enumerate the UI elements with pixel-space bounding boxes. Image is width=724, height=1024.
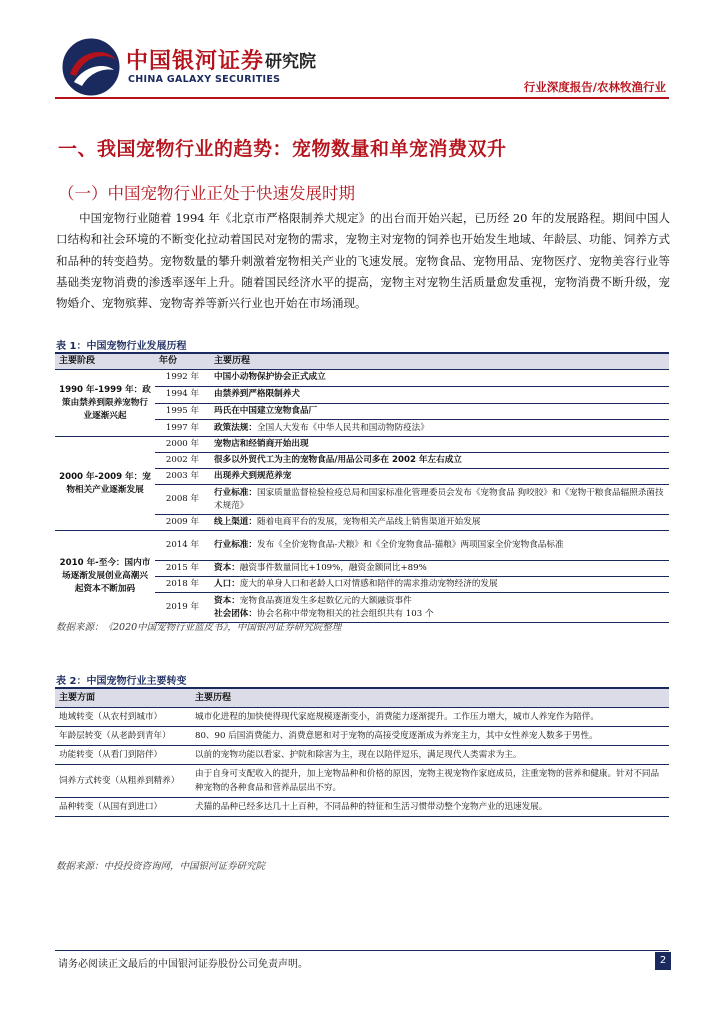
stage-cell: 2010 年-至今：国内市场逐渐发展创业高潮兴起资本不断加码	[55, 531, 155, 623]
history-cell: 80、90 后国消费能力、消费意愿和对于宠物的高接受度逐渐成为养宠主力，其中女性养宠人数多于男性。	[191, 727, 669, 746]
table-row	[55, 437, 669, 453]
history-cell: 以前的宠物功能以看家、护院和除害为主，现在以陪伴逗乐，满足现代人类需求为主。	[191, 746, 669, 765]
history-cell: 城市化进程的加快使得现代家庭规模逐渐变小，消费能力逐渐提升。工作压力增大，城市人养宠作为陪伴。	[191, 708, 669, 727]
table-row	[55, 798, 669, 817]
event-text: 全国人大发布《中华人民共和国动物防疫法》	[256, 422, 429, 433]
event-text: 融资事件数量同比+109%，融资金额同比+89%	[239, 563, 427, 573]
page-number: 2	[655, 952, 671, 970]
history-cell: 由于自身可支配收入的提升，加上宠物品种和价格的原因，宠物主视宠物作家庭成员，注重宠物的营养和健康。针对不同品种宠物的各种食品和营养品层出不穷。	[191, 765, 669, 798]
event-label: 资本：	[214, 563, 240, 573]
table-row	[55, 746, 669, 765]
event-cell	[210, 577, 669, 593]
event-text: 国家质量监督检验检疫总局和国家标准化管理委员会发布《宠物食品 狗咬胶》和《宠物干粮食品辐照杀菌技术规范》	[214, 487, 664, 511]
event-label: 线上渠道：	[214, 517, 257, 527]
footer-disclaimer: 请务必阅读正文最后的中国银河证券股份公司免责声明。	[58, 959, 308, 970]
event-cell: 宠物店和经销商开始出现	[210, 437, 669, 453]
table-row	[55, 531, 669, 561]
table2-source: 数据来源：中投投资咨询网，中国银河证券研究院	[56, 861, 266, 872]
company-logo	[60, 36, 320, 98]
event-cell: 很多以外贸代工为主的宠物食品/用品公司多在 2002 年左右成立	[210, 453, 669, 469]
stage-cell: 1990 年-1999 年：政策由禁养到限养宠物行业逐渐兴起	[55, 370, 155, 437]
table-header-row	[55, 353, 669, 370]
year-cell: 2018 年	[155, 577, 210, 593]
header-history: 主要历程	[191, 688, 669, 708]
header-year: 年份	[155, 353, 210, 370]
year-cell: 1992 年	[155, 370, 210, 387]
event-cell	[210, 485, 669, 515]
body-paragraph	[56, 208, 670, 314]
event-label: 社会团体：	[214, 608, 257, 619]
table2-caption: 表 2：中国宠物行业主要转变	[56, 676, 187, 687]
year-cell: 2000 年	[155, 437, 210, 453]
history-cell: 犬猫的品种已经多达几十上百种，不同品种的特征和生活习惯带动整个宠物产业的迅速发展。	[191, 798, 669, 817]
aspect-cell: 品种转变（从国有到进口）	[55, 798, 191, 817]
logo-chinese-name: 中国银河证券	[126, 49, 265, 74]
table-row	[55, 765, 669, 798]
table-header-row	[55, 688, 669, 708]
development-history-table	[55, 352, 669, 623]
aspect-cell: 功能转变（从看门到陪伴）	[55, 746, 191, 765]
event-cell	[210, 561, 669, 577]
table-row	[55, 370, 669, 387]
event-cell: 中国小动物保护协会正式成立	[210, 370, 669, 387]
report-type: 行业深度报告/农林牧渔行业	[523, 80, 666, 94]
event-cell	[210, 531, 669, 561]
event-cell: 玛氏在中国建立宠物食品厂	[210, 403, 669, 420]
aspect-cell: 地域转变（从农村到城市）	[55, 708, 191, 727]
year-cell: 2015 年	[155, 561, 210, 577]
header-history: 主要历程	[210, 353, 669, 370]
year-cell: 1997 年	[155, 420, 210, 437]
aspect-cell: 饲养方式转变（从粗养到精养）	[55, 765, 191, 798]
year-cell: 2003 年	[155, 469, 210, 485]
year-cell: 2014 年	[155, 531, 210, 561]
aspect-cell: 年龄层转变（从老龄到青年）	[55, 727, 191, 746]
logo-english-name: CHINA GALAXY SECURITIES	[128, 74, 281, 85]
event-cell: 由禁养到严格限制养犬	[210, 386, 669, 403]
event-label: 资本：	[214, 595, 240, 606]
table-row	[55, 727, 669, 746]
event-text: 庞大的单身人口和老龄人口对情感和陪伴的需求推动宠物经济的发展	[239, 579, 498, 589]
event-cell	[210, 420, 669, 437]
event-label: 政策法规：	[214, 422, 257, 433]
event-text: 随着电商平台的发展，宠物相关产品线上销售渠道开始发展	[256, 517, 481, 527]
event-cell	[210, 593, 669, 623]
year-cell: 2008 年	[155, 485, 210, 515]
event-label: 人口：	[214, 579, 240, 589]
event-label: 行业标准：	[214, 540, 257, 550]
paragraph-text: 中国宠物行业随着 1994 年《北京市严格限制养犬规定》的出台而开始兴起，已历经 20 年的发展路程。期间中国人口结构和社会环境的不断变化拉动着国民对宠物的需求，宠物主对宠物的饲养也开始发生地域、年龄层、功能、饲养方式和品种的转变趋势。宠物数量的攀升刺激着宠物相关产业的飞速发展。宠物食品、宠物用品、宠物医疗、宠物美容行业等基础类宠物消费的渗透率逐年上升。随着国民经济水平的提高，宠物主对宠物生活质量愈发重视，宠物消费不断升级，宠物婚介、宠物殡葬、宠物寄养等新兴行业也开始在市场涌现。	[56, 211, 670, 311]
event-label: 行业标准：	[214, 487, 257, 498]
industry-shift-table	[55, 687, 669, 817]
header-aspect: 主要方面	[55, 688, 191, 708]
year-cell: 2002 年	[155, 453, 210, 469]
galaxy-logo-icon	[60, 36, 122, 98]
event-text: 宠物食品赛道发生多起数亿元的大额融资事件	[239, 595, 412, 606]
year-cell: 1994 年	[155, 386, 210, 403]
year-cell: 2009 年	[155, 515, 210, 531]
subsection-title: （一）中国宠物行业正处于快速发展时期	[58, 184, 355, 203]
event-cell: 出现养犬到规范养宠	[210, 469, 669, 485]
year-cell: 1995 年	[155, 403, 210, 420]
table-row	[55, 708, 669, 727]
footer-divider	[55, 950, 669, 951]
event-cell	[210, 515, 669, 531]
header-stage: 主要阶段	[55, 353, 155, 370]
header-divider	[55, 97, 669, 99]
stage-cell: 2000 年-2009 年：宠物相关产业逐渐发展	[55, 437, 155, 531]
section-title: 一、我国宠物行业的趋势：宠物数量和单宠消费双升	[58, 138, 507, 160]
table1-source: 数据来源：《2020中国宠物行业蓝皮书》，中国银河证券研究院整理	[56, 622, 342, 633]
institute-label: 研究院	[265, 52, 316, 72]
event-text: 发布《全价宠物食品-犬粮》和《全价宠物食品-猫粮》两项国家全价宠物食品标准	[256, 540, 564, 550]
year-cell: 2019 年	[155, 593, 210, 623]
event-text: 协会名称中带宠物相关的社会组织共有 103 个	[256, 608, 434, 619]
table1-caption: 表 1：中国宠物行业发展历程	[56, 341, 187, 352]
